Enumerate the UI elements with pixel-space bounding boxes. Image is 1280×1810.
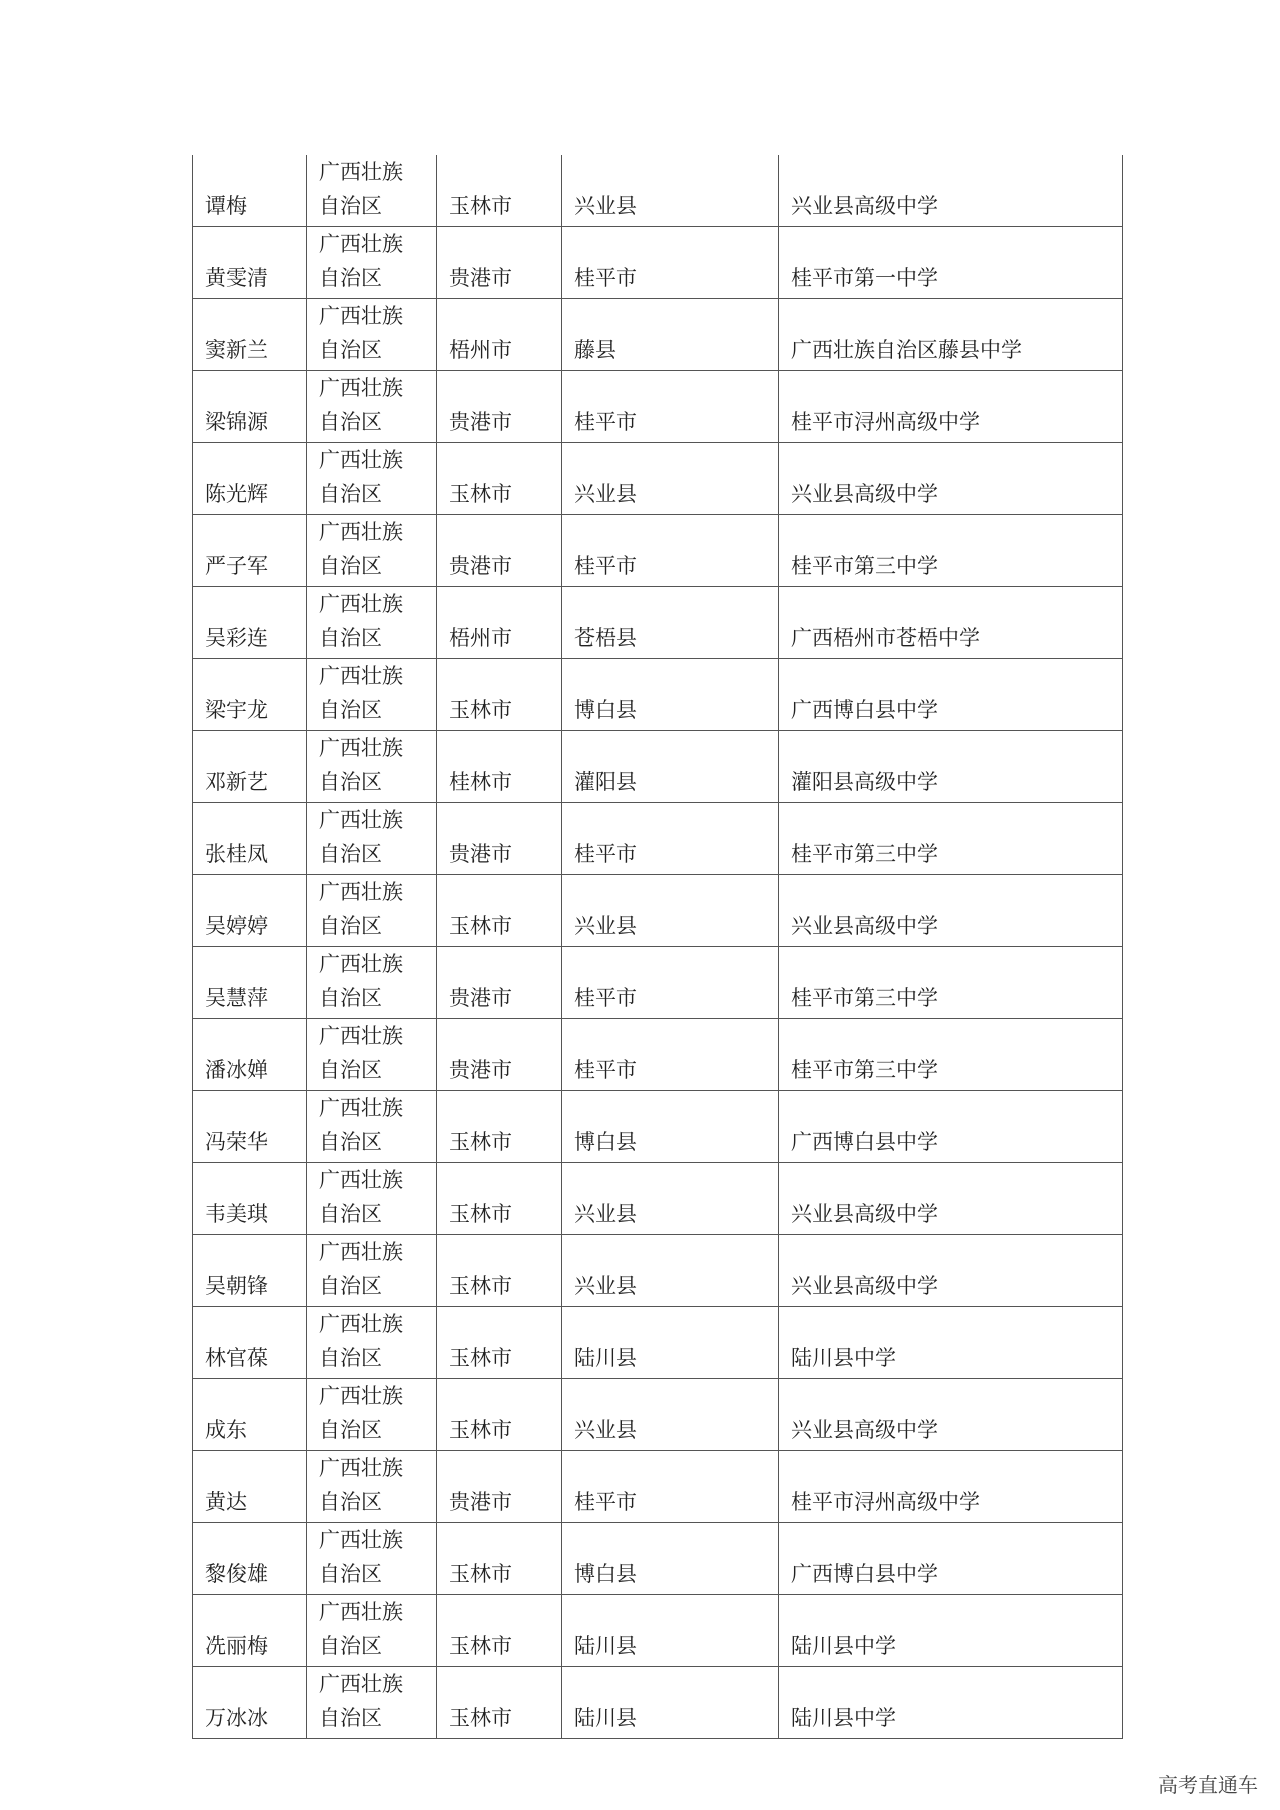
table-row xyxy=(193,299,1123,371)
cell-city: 贵港市 xyxy=(437,1019,562,1091)
cell-region xyxy=(307,1091,437,1163)
cell-school: 桂平市第三中学 xyxy=(779,803,1123,875)
watermark-text: 高考直通车 xyxy=(1158,1773,1258,1797)
cell-city: 玉林市 xyxy=(437,443,562,515)
cell-region-line2: 自治区 xyxy=(319,698,382,722)
cell-name: 吴慧萍 xyxy=(193,947,307,1019)
cell-region-line1: 广西壮族 xyxy=(319,1384,403,1408)
cell-name: 张桂凤 xyxy=(193,803,307,875)
cell-county: 桂平市 xyxy=(562,515,779,587)
cell-school: 兴业县高级中学 xyxy=(779,1379,1123,1451)
cell-school: 兴业县高级中学 xyxy=(779,443,1123,515)
cell-school: 兴业县高级中学 xyxy=(779,875,1123,947)
cell-region-line1: 广西壮族 xyxy=(319,952,403,976)
table-row xyxy=(193,1523,1123,1595)
cell-name: 成东 xyxy=(193,1379,307,1451)
cell-city: 贵港市 xyxy=(437,803,562,875)
cell-school: 桂平市第三中学 xyxy=(779,515,1123,587)
cell-region xyxy=(307,1163,437,1235)
cell-city: 玉林市 xyxy=(437,1307,562,1379)
cell-region-line2: 自治区 xyxy=(319,842,382,866)
cell-name: 吴彩连 xyxy=(193,587,307,659)
cell-region-line2: 自治区 xyxy=(319,1562,382,1586)
cell-city: 玉林市 xyxy=(437,875,562,947)
cell-county: 兴业县 xyxy=(562,443,779,515)
table-row xyxy=(193,803,1123,875)
cell-region-line1: 广西壮族 xyxy=(319,1240,403,1264)
cell-region-line2: 自治区 xyxy=(319,1418,382,1442)
cell-region-line1: 广西壮族 xyxy=(319,1456,403,1480)
cell-region xyxy=(307,803,437,875)
cell-county: 博白县 xyxy=(562,659,779,731)
cell-county: 博白县 xyxy=(562,1523,779,1595)
cell-region-line2: 自治区 xyxy=(319,626,382,650)
table-row xyxy=(193,1595,1123,1667)
cell-region xyxy=(307,371,437,443)
table-row xyxy=(193,1307,1123,1379)
table-row xyxy=(193,227,1123,299)
cell-region-line2: 自治区 xyxy=(319,1634,382,1658)
cell-school: 桂平市第三中学 xyxy=(779,1019,1123,1091)
cell-region-line2: 自治区 xyxy=(319,986,382,1010)
cell-school: 广西壮族自治区藤县中学 xyxy=(779,299,1123,371)
cell-name: 黎俊雄 xyxy=(193,1523,307,1595)
cell-region-line1: 广西壮族 xyxy=(319,880,403,904)
table-row xyxy=(193,1019,1123,1091)
cell-school: 广西博白县中学 xyxy=(779,1523,1123,1595)
cell-region-line1: 广西壮族 xyxy=(319,1168,403,1192)
table-row xyxy=(193,155,1123,227)
cell-name: 吴朝锋 xyxy=(193,1235,307,1307)
cell-county: 苍梧县 xyxy=(562,587,779,659)
cell-region-line2: 自治区 xyxy=(319,1130,382,1154)
cell-region-line2: 自治区 xyxy=(319,410,382,434)
cell-city: 贵港市 xyxy=(437,515,562,587)
cell-city: 玉林市 xyxy=(437,1523,562,1595)
cell-region-line2: 自治区 xyxy=(319,554,382,578)
cell-county: 陆川县 xyxy=(562,1595,779,1667)
cell-county: 桂平市 xyxy=(562,227,779,299)
cell-school: 广西梧州市苍梧中学 xyxy=(779,587,1123,659)
cell-region-line2: 自治区 xyxy=(319,1058,382,1082)
cell-region-line2: 自治区 xyxy=(319,914,382,938)
cell-region xyxy=(307,659,437,731)
cell-school: 灌阳县高级中学 xyxy=(779,731,1123,803)
cell-region-line2: 自治区 xyxy=(319,1202,382,1226)
cell-name: 陈光辉 xyxy=(193,443,307,515)
cell-county: 兴业县 xyxy=(562,1163,779,1235)
cell-region xyxy=(307,443,437,515)
cell-name: 冼丽梅 xyxy=(193,1595,307,1667)
cell-region-line1: 广西壮族 xyxy=(319,1672,403,1696)
cell-region-line1: 广西壮族 xyxy=(319,160,403,184)
cell-name: 梁锦源 xyxy=(193,371,307,443)
cell-region-line1: 广西壮族 xyxy=(319,1312,403,1336)
cell-region-line2: 自治区 xyxy=(319,1706,382,1730)
table-row xyxy=(193,443,1123,515)
cell-name: 黄达 xyxy=(193,1451,307,1523)
cell-region-line2: 自治区 xyxy=(319,338,382,362)
table-row xyxy=(193,1667,1123,1739)
table-row xyxy=(193,947,1123,1019)
cell-county: 博白县 xyxy=(562,1091,779,1163)
cell-city: 玉林市 xyxy=(437,155,562,227)
cell-school: 桂平市第三中学 xyxy=(779,947,1123,1019)
cell-county: 兴业县 xyxy=(562,1379,779,1451)
cell-region-line2: 自治区 xyxy=(319,194,382,218)
cell-city: 玉林市 xyxy=(437,1235,562,1307)
cell-region-line1: 广西壮族 xyxy=(319,664,403,688)
cell-region-line2: 自治区 xyxy=(319,770,382,794)
cell-county: 灌阳县 xyxy=(562,731,779,803)
cell-county: 桂平市 xyxy=(562,803,779,875)
cell-city: 贵港市 xyxy=(437,371,562,443)
cell-region-line1: 广西壮族 xyxy=(319,592,403,616)
table-row xyxy=(193,875,1123,947)
cell-region-line1: 广西壮族 xyxy=(319,448,403,472)
cell-city: 贵港市 xyxy=(437,1451,562,1523)
cell-city: 玉林市 xyxy=(437,1091,562,1163)
table-row xyxy=(193,1451,1123,1523)
roster-table xyxy=(192,155,1123,1739)
cell-region-line1: 广西壮族 xyxy=(319,232,403,256)
cell-city: 梧州市 xyxy=(437,587,562,659)
roster-table-body xyxy=(193,155,1123,1739)
cell-region-line2: 自治区 xyxy=(319,1346,382,1370)
cell-name: 邓新艺 xyxy=(193,731,307,803)
cell-name: 黄雯清 xyxy=(193,227,307,299)
table-row xyxy=(193,371,1123,443)
cell-school: 桂平市浔州高级中学 xyxy=(779,371,1123,443)
cell-region-line2: 自治区 xyxy=(319,482,382,506)
table-row xyxy=(193,1235,1123,1307)
cell-name: 谭梅 xyxy=(193,155,307,227)
cell-region xyxy=(307,587,437,659)
cell-name: 冯荣华 xyxy=(193,1091,307,1163)
cell-city: 贵港市 xyxy=(437,227,562,299)
cell-city: 桂林市 xyxy=(437,731,562,803)
cell-county: 兴业县 xyxy=(562,875,779,947)
cell-county: 藤县 xyxy=(562,299,779,371)
cell-region-line2: 自治区 xyxy=(319,1490,382,1514)
cell-region xyxy=(307,1451,437,1523)
cell-name: 严子军 xyxy=(193,515,307,587)
cell-region xyxy=(307,1235,437,1307)
cell-school: 陆川县中学 xyxy=(779,1307,1123,1379)
cell-region-line2: 自治区 xyxy=(319,266,382,290)
cell-name: 梁宇龙 xyxy=(193,659,307,731)
cell-region-line1: 广西壮族 xyxy=(319,1024,403,1048)
cell-city: 贵港市 xyxy=(437,947,562,1019)
cell-region xyxy=(307,1595,437,1667)
cell-school: 兴业县高级中学 xyxy=(779,1235,1123,1307)
table-row xyxy=(193,587,1123,659)
cell-city: 梧州市 xyxy=(437,299,562,371)
cell-county: 兴业县 xyxy=(562,1235,779,1307)
cell-region xyxy=(307,947,437,1019)
cell-school: 兴业县高级中学 xyxy=(779,1163,1123,1235)
cell-school: 陆川县中学 xyxy=(779,1667,1123,1739)
cell-city: 玉林市 xyxy=(437,1379,562,1451)
cell-county: 陆川县 xyxy=(562,1667,779,1739)
table-row xyxy=(193,659,1123,731)
table-row xyxy=(193,1379,1123,1451)
cell-name: 韦美琪 xyxy=(193,1163,307,1235)
table-row xyxy=(193,1091,1123,1163)
cell-school: 桂平市第一中学 xyxy=(779,227,1123,299)
cell-region-line1: 广西壮族 xyxy=(319,736,403,760)
cell-name: 万冰冰 xyxy=(193,1667,307,1739)
cell-region-line1: 广西壮族 xyxy=(319,1600,403,1624)
cell-region xyxy=(307,1523,437,1595)
cell-region xyxy=(307,875,437,947)
cell-name: 潘冰婵 xyxy=(193,1019,307,1091)
cell-region xyxy=(307,155,437,227)
cell-region xyxy=(307,515,437,587)
cell-city: 玉林市 xyxy=(437,1667,562,1739)
cell-region-line1: 广西壮族 xyxy=(319,376,403,400)
cell-city: 玉林市 xyxy=(437,1595,562,1667)
cell-region xyxy=(307,299,437,371)
cell-school: 广西博白县中学 xyxy=(779,1091,1123,1163)
cell-name: 吴婷婷 xyxy=(193,875,307,947)
cell-city: 玉林市 xyxy=(437,659,562,731)
table-row xyxy=(193,1163,1123,1235)
cell-region-line1: 广西壮族 xyxy=(319,808,403,832)
cell-region xyxy=(307,731,437,803)
cell-name: 林官葆 xyxy=(193,1307,307,1379)
table-row xyxy=(193,731,1123,803)
cell-region-line1: 广西壮族 xyxy=(319,304,403,328)
cell-county: 桂平市 xyxy=(562,371,779,443)
cell-region-line1: 广西壮族 xyxy=(319,1528,403,1552)
cell-region xyxy=(307,1379,437,1451)
cell-region xyxy=(307,1019,437,1091)
cell-region-line1: 广西壮族 xyxy=(319,520,403,544)
cell-region xyxy=(307,1667,437,1739)
table-row xyxy=(193,515,1123,587)
cell-county: 桂平市 xyxy=(562,1451,779,1523)
cell-school: 兴业县高级中学 xyxy=(779,155,1123,227)
cell-county: 桂平市 xyxy=(562,947,779,1019)
cell-region-line2: 自治区 xyxy=(319,1274,382,1298)
cell-region-line1: 广西壮族 xyxy=(319,1096,403,1120)
cell-school: 广西博白县中学 xyxy=(779,659,1123,731)
cell-name: 窦新兰 xyxy=(193,299,307,371)
cell-county: 兴业县 xyxy=(562,155,779,227)
cell-county: 桂平市 xyxy=(562,1019,779,1091)
cell-city: 玉林市 xyxy=(437,1163,562,1235)
cell-school: 桂平市浔州高级中学 xyxy=(779,1451,1123,1523)
cell-school: 陆川县中学 xyxy=(779,1595,1123,1667)
cell-region xyxy=(307,1307,437,1379)
cell-region xyxy=(307,227,437,299)
cell-county: 陆川县 xyxy=(562,1307,779,1379)
